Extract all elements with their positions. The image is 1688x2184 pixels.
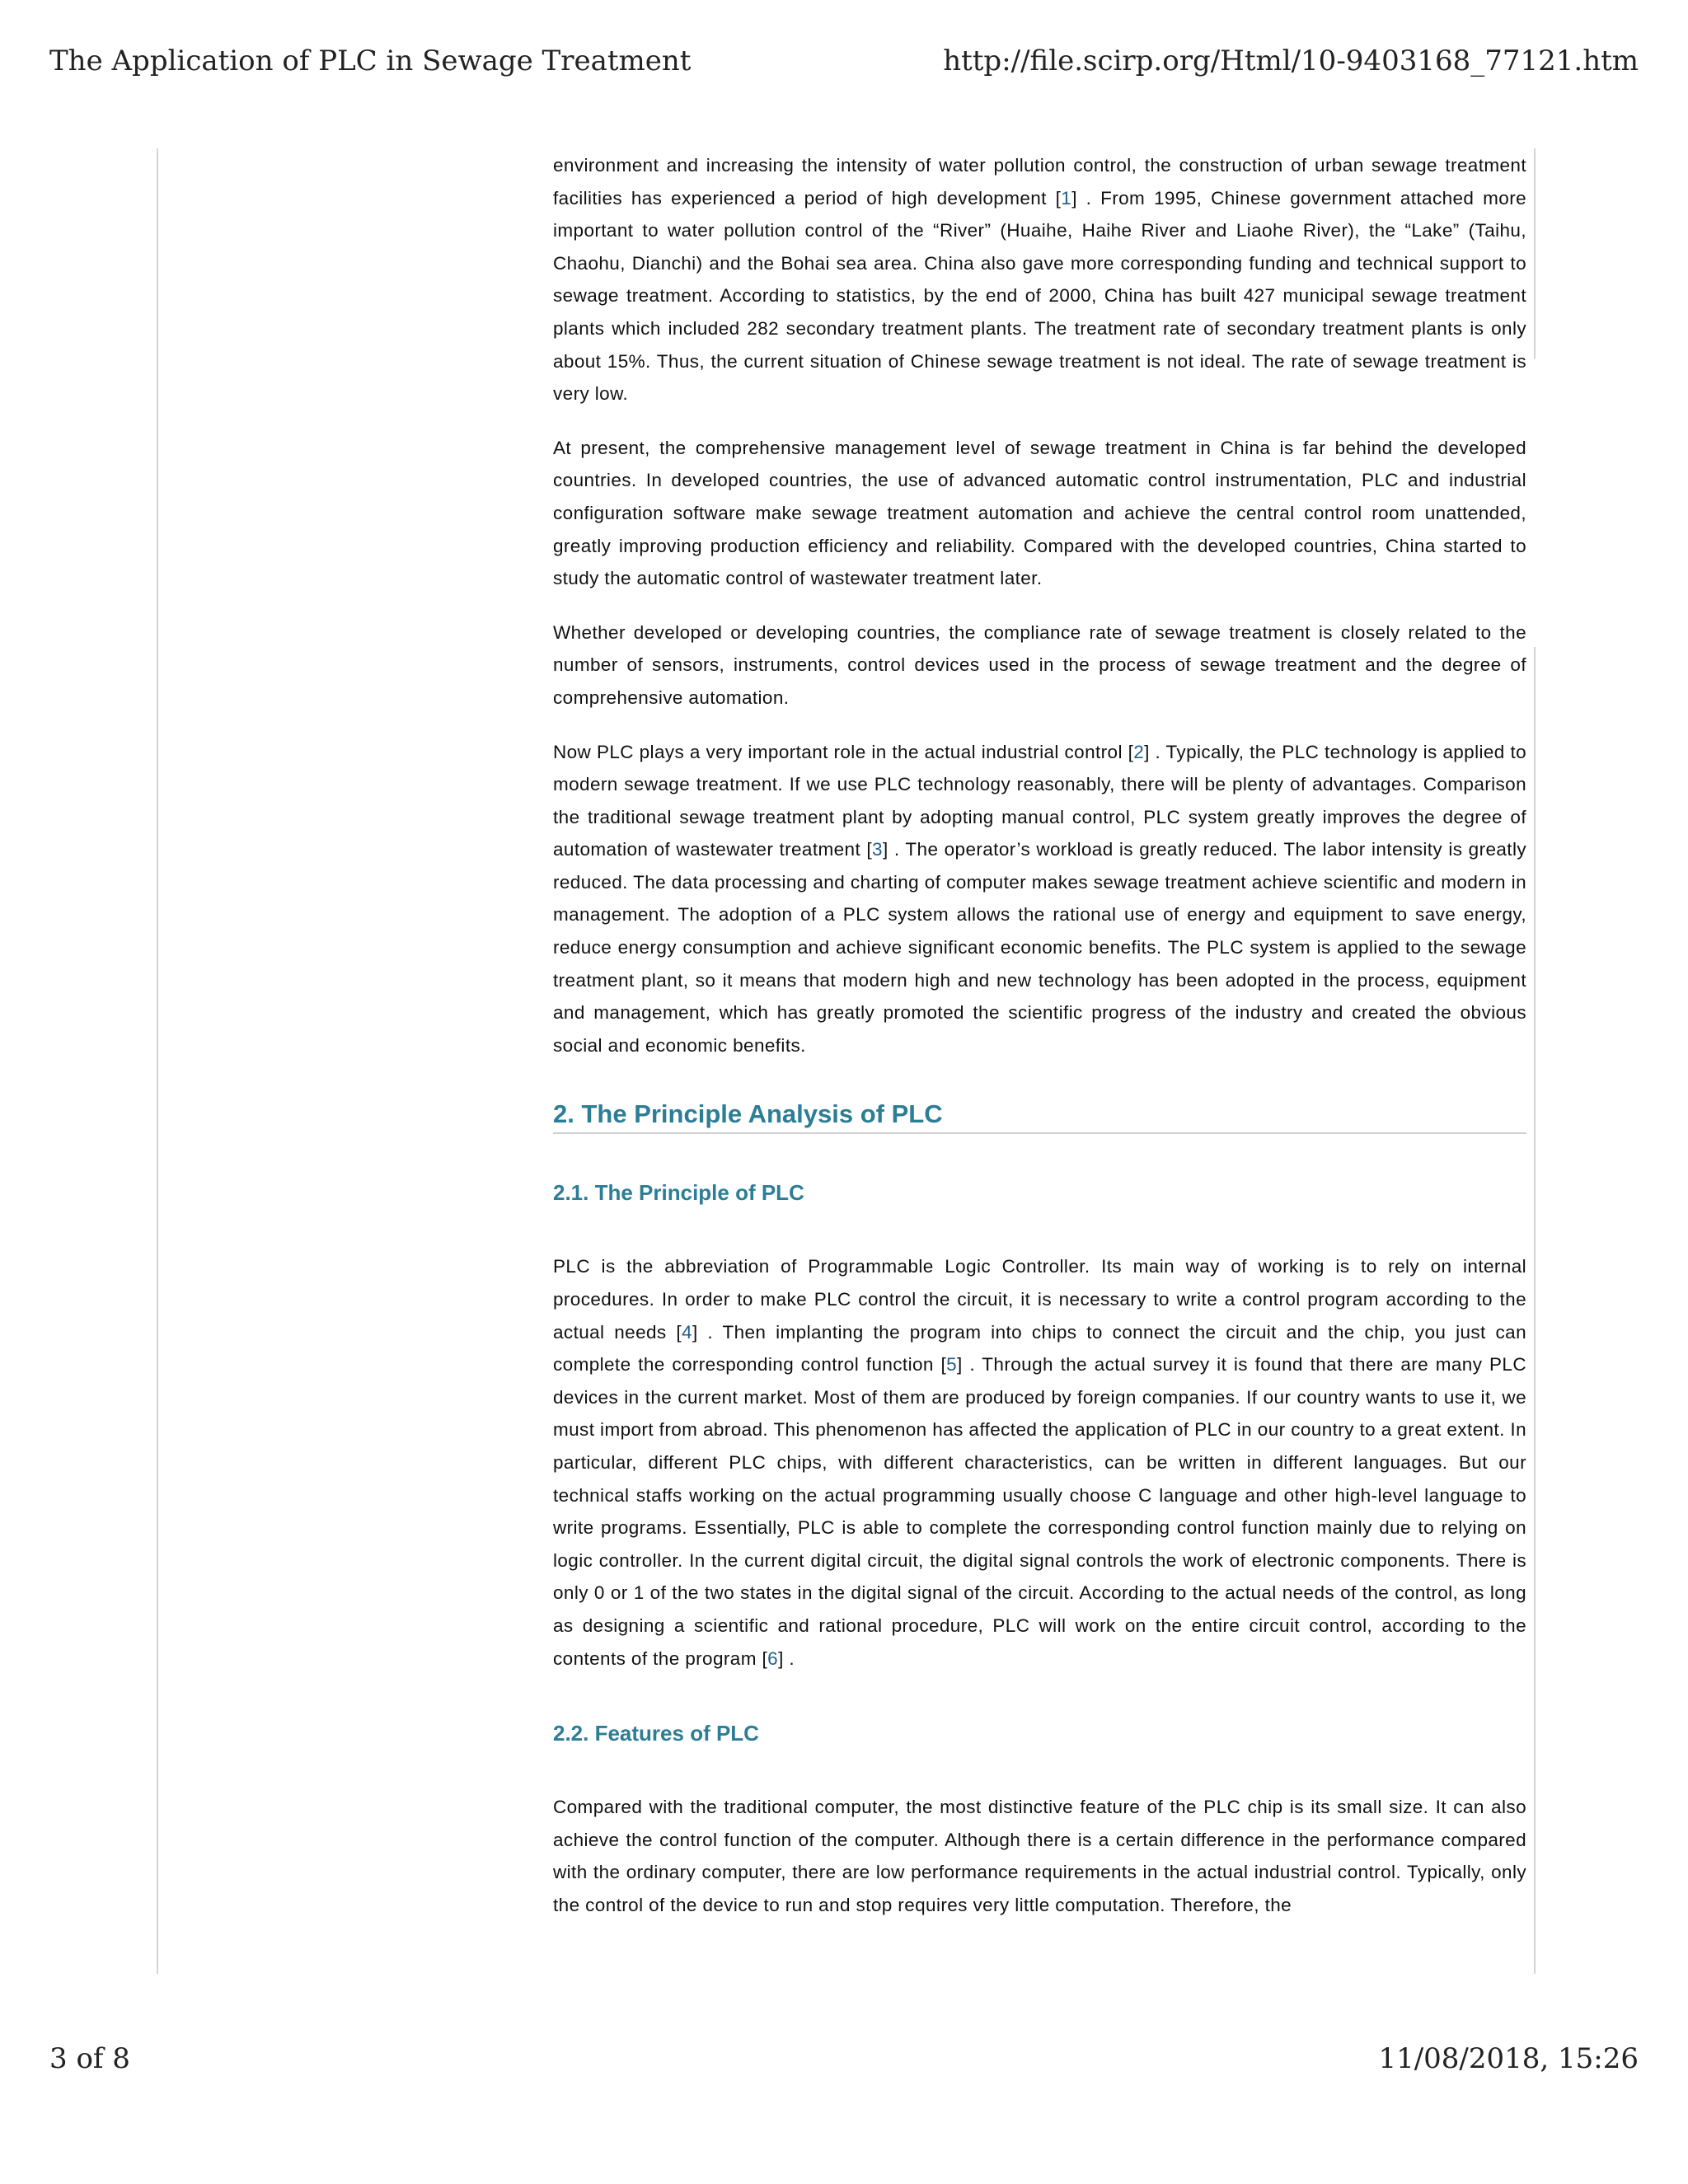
print-header-title: The Application of PLC in Sewage Treatment (49, 45, 692, 77)
citation-link-4[interactable]: 4 (682, 1321, 692, 1343)
citation-link-6[interactable]: 6 (767, 1647, 779, 1669)
left-column-rule (157, 148, 158, 1974)
citation-link-1[interactable]: 1 (1061, 187, 1072, 209)
intro-paragraph-2: At present, the comprehensive management level of sewage treatment in China is far behind the developed countries. In developed countries, the use of advanced automatic control instrumentation, PLC and industrial configuration software make sewage treatment automation and achieve the central control room unattended, greatly improving production efficiency and reliability. Compared with the developed countries, China started to study the automatic control of wastewater treatment later. (553, 437, 1526, 589)
subsection-heading-principle: 2.1. The Principle of PLC (553, 1180, 804, 1206)
print-footer-datetime: 11/08/2018, 15:26 (1378, 2042, 1639, 2075)
right-column-rule-upper (1534, 148, 1536, 359)
citation-link-2[interactable]: 2 (1133, 741, 1145, 762)
right-column-rule-lower (1534, 647, 1536, 1974)
intro-paragraph-1: environment and increasing the intensity of water pollution control, the construction of urban sewage treatment facilities has experienced a period of high development [1] . From 1995, Chinese government attached more important to water pollution control of the “River” (Huaihe, Haihe River and Liaohe River), the “Lake” (Taihu, Chaohu, Dianchi) and the Bohai sea area. China also gave more corresponding funding and technical support to sewage treatment. According to statistics, by the end of 2000, China has built 427 municipal sewage treatment plants which included 282 secondary treatment plants. The treatment rate of secondary treatment plants is only about 15%. Thus, the current situation of Chinese sewage treatment is not ideal. The rate of sewage treatment is very low. (553, 155, 1526, 405)
print-footer-page-number: 3 of 8 (49, 2042, 130, 2075)
article-body (553, 149, 1526, 1943)
citation-link-3[interactable]: 3 (872, 839, 883, 860)
intro-paragraph-3: Whether developed or developing countries, the compliance rate of sewage treatment is closely related to the number of sensors, instruments, control devices used in the process of sewage treatment and the degree of comprehensive automation. (553, 621, 1526, 708)
features-paragraph: Compared with the traditional computer, the most distinctive feature of the PLC chip is its small size. It can also achieve the control function of the computer. Although there is a certain difference in the performance compared with the ordinary computer, there are low performance requirements in the actual industrial control. Typically, only the control of the device to run and stop requires very little computation. Therefore, the (553, 1797, 1526, 1915)
print-header-url: http://file.scirp.org/Html/10-9403168_77121.htm (943, 45, 1639, 77)
citation-link-5[interactable]: 5 (946, 1354, 958, 1376)
intro-paragraph-4: Now PLC plays a very important role in the actual industrial control [2] . Typically, the PLC technology is applied to modern sewage treatment. If we use PLC technology reasonably, there will be plenty of advantages. Comparison the traditional sewage treatment plant by adopting manual control, PLC system greatly improves the degree of automation of wastewater treatment [3] . The operator’s workload is greatly reduced. The labor intensity is greatly reduced. The data processing and charting of computer makes sewage treatment achieve scientific and modern in management. The adoption of a PLC system allows the rational use of energy and equipment to save energy, reduce energy consumption and achieve significant economic benefits. The PLC system is applied to the sewage treatment plant, so it means that modern high and new technology has been adopted in the process, equipment and management, which has greatly promoted the scientific progress of the industry and created the obvious social and economic benefits. (553, 741, 1527, 1056)
section-heading-principle-analysis: 2. The Principle Analysis of PLC (553, 1099, 1526, 1134)
principle-paragraph: PLC is the abbreviation of Programmable Logic Controller. Its main way of working is to rely on internal procedures. In order to make PLC control the circuit, it is necessary to write a control program according to the actual needs [4] . Then implanting the program into chips to connect the circuit and the chip, you just can complete the corresponding control function [5] . Through the actual survey it is found that there are many PLC devices in the current market. Most of them are produced by foreign companies. If our country wants to use it, we must import from abroad. This phenomenon has affected the application of PLC in our country to a great extent. In particular, different PLC chips, with different characteristics, can be written in different languages. But our technical staffs working on the actual programming usually choose C language and other high-level language to write programs. Essentially, PLC is able to complete the corresponding control function mainly due to relying on logic controller. In the current digital circuit, the digital signal controls the work of electronic components. There is only 0 or 1 of the two states in the digital signal of the circuit. According to the actual needs of the control, as long as designing a scientific and rational procedure, PLC will work on the entire circuit control, according to the contents of the program [6] . (553, 1256, 1526, 1669)
subsection-heading-features: 2.2. Features of PLC (553, 1721, 759, 1746)
